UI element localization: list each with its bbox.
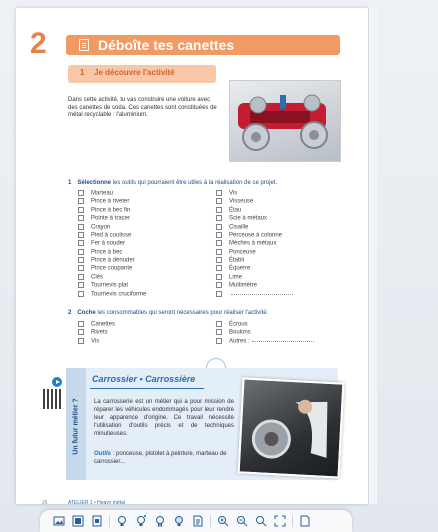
checklist-item bbox=[78, 224, 146, 232]
checklist-item bbox=[216, 215, 293, 223]
checklist-label: Canettes bbox=[91, 321, 116, 328]
checklist-item bbox=[78, 249, 146, 257]
checklist-label: Étau bbox=[229, 207, 242, 214]
checklist-label: Écrous bbox=[229, 321, 248, 328]
checklist-item bbox=[216, 257, 293, 265]
checklist-item bbox=[216, 282, 293, 290]
checklist-item bbox=[216, 190, 293, 198]
checklist-item bbox=[78, 198, 146, 206]
gallery-icon[interactable] bbox=[71, 514, 85, 528]
checklist-item bbox=[78, 190, 146, 198]
checklist-label: Pied à coulisse bbox=[91, 232, 132, 239]
can-car-photo bbox=[229, 80, 341, 162]
checkbox[interactable] bbox=[78, 338, 84, 344]
checklist-label: Pince coupante bbox=[91, 265, 133, 272]
document-page bbox=[16, 8, 368, 504]
checklist-item bbox=[78, 215, 146, 223]
page-icon[interactable] bbox=[90, 514, 104, 528]
checkbox[interactable] bbox=[78, 257, 84, 263]
write-in-line[interactable] bbox=[252, 341, 314, 342]
checkbox[interactable] bbox=[78, 232, 84, 238]
checklist-item bbox=[78, 207, 146, 215]
checkbox[interactable] bbox=[216, 291, 222, 297]
checklist-item bbox=[78, 321, 115, 329]
checklist-label: Multimètre bbox=[229, 282, 258, 289]
checkbox[interactable] bbox=[216, 265, 222, 271]
checkbox[interactable] bbox=[78, 291, 84, 297]
checkbox[interactable] bbox=[216, 224, 222, 230]
checklist-label: Rivets bbox=[91, 329, 108, 336]
section-number: 1 bbox=[80, 68, 85, 77]
checkbox[interactable] bbox=[78, 240, 84, 246]
section-banner bbox=[68, 65, 216, 83]
checkbox[interactable] bbox=[216, 321, 222, 327]
checklist-label: Cisaille bbox=[229, 224, 249, 231]
checkbox[interactable] bbox=[78, 224, 84, 230]
checklist-label: Autres : bbox=[229, 338, 250, 345]
lightbulb-plus-icon[interactable] bbox=[134, 514, 148, 528]
question-2: 2 Coche les consommables qui seront nécessaires pour réaliser l'activité. bbox=[68, 310, 269, 316]
checkbox[interactable] bbox=[216, 240, 222, 246]
career-description: La carrosserie est un métier qui a pour mission de réparer les véhicules endommagés pour leur rendre leur apparence d'origine. Ce travail nécessite l'utilisation d'outils précis et de techniques minutieuses. bbox=[94, 399, 234, 437]
checkbox[interactable] bbox=[78, 198, 84, 204]
checklist-item bbox=[216, 274, 293, 282]
consumables-list-left bbox=[78, 321, 115, 346]
checklist-label: Boulons bbox=[229, 329, 251, 336]
checklist-item bbox=[78, 329, 115, 337]
checklist-label: Vis bbox=[229, 190, 238, 197]
toolbar-separator bbox=[210, 515, 211, 527]
tools-list-left bbox=[78, 190, 146, 299]
footer-text: ATELIER 1 • Heavy métal bbox=[68, 500, 125, 504]
checkbox[interactable] bbox=[78, 207, 84, 213]
checklist-label: Équerre bbox=[229, 265, 251, 272]
image-icon[interactable] bbox=[52, 514, 66, 528]
checklist-label: Tournevis cruciforme bbox=[91, 291, 147, 298]
checkbox[interactable] bbox=[78, 329, 84, 335]
document-icon[interactable] bbox=[191, 514, 205, 528]
single-page-icon[interactable] bbox=[298, 514, 312, 528]
play-video-icon[interactable] bbox=[52, 377, 62, 387]
checklist-item bbox=[216, 232, 293, 240]
checklist-item bbox=[216, 198, 293, 206]
checklist-item bbox=[216, 329, 314, 337]
section-title: Je découvre l'activité bbox=[94, 68, 175, 77]
page-number: 26 bbox=[42, 500, 48, 504]
checklist-label: Clés bbox=[91, 274, 104, 281]
checklist-item bbox=[216, 224, 293, 232]
checkbox[interactable] bbox=[216, 207, 222, 213]
checklist-label: Pince à riveter bbox=[91, 198, 130, 205]
checklist-label: Établi bbox=[229, 257, 245, 264]
question-1: 1 Sélectionne les outils qui pourraient être utiles à la réalisation de ce projet. bbox=[68, 180, 278, 186]
toolbar-separator bbox=[109, 515, 110, 527]
checklist-label: Crayon bbox=[91, 224, 111, 231]
checklist-label: Pince à bec bbox=[91, 249, 123, 256]
checkbox[interactable] bbox=[216, 257, 222, 263]
checkbox[interactable] bbox=[216, 329, 222, 335]
checklist-label: Marteau bbox=[91, 190, 114, 197]
checklist-item bbox=[78, 232, 146, 240]
career-title-underline bbox=[90, 388, 204, 389]
lightbulb-icon[interactable] bbox=[115, 514, 129, 528]
zoom-fit-icon[interactable] bbox=[254, 514, 268, 528]
viewer-toolbar bbox=[40, 510, 352, 532]
lightbulb-alt-icon[interactable] bbox=[172, 514, 186, 528]
chapter-banner bbox=[66, 35, 340, 55]
write-in-line[interactable] bbox=[231, 294, 293, 295]
bodywork-photo bbox=[238, 377, 345, 478]
zoom-out-icon[interactable] bbox=[235, 514, 249, 528]
checkbox[interactable] bbox=[216, 232, 222, 238]
checklist-label: Tournevis plat bbox=[91, 282, 129, 289]
career-box bbox=[66, 368, 338, 480]
checkbox[interactable] bbox=[78, 274, 84, 280]
career-tools: Outils : ponceuse, pistolet à peinture, marteau de carrossier... bbox=[94, 451, 227, 465]
checkbox[interactable] bbox=[216, 338, 222, 344]
fullscreen-icon[interactable] bbox=[273, 514, 287, 528]
checklist-item bbox=[78, 240, 146, 248]
checklist-item bbox=[78, 291, 146, 299]
checkbox[interactable] bbox=[216, 198, 222, 204]
checklist-label: Mèches à métaux bbox=[229, 240, 277, 247]
checklist-item bbox=[78, 282, 146, 290]
qr-code bbox=[43, 389, 63, 409]
checklist-label: Lime bbox=[229, 274, 243, 281]
document-icon bbox=[79, 39, 89, 51]
career-side-tab bbox=[66, 368, 86, 480]
checkbox[interactable] bbox=[78, 190, 84, 196]
checkbox[interactable] bbox=[216, 282, 222, 288]
checklist-item bbox=[216, 249, 293, 257]
career-title: Carrossier • Carrossière bbox=[92, 374, 196, 384]
checklist-item bbox=[78, 265, 146, 273]
checkbox[interactable] bbox=[78, 249, 84, 255]
checklist-label: Pince à bec fin bbox=[91, 207, 131, 214]
checkbox[interactable] bbox=[78, 215, 84, 221]
checklist-label: Visseuse bbox=[229, 198, 254, 205]
checklist-item bbox=[216, 321, 314, 329]
checklist-item bbox=[216, 338, 314, 346]
chapter-number: 2 bbox=[30, 27, 47, 60]
checklist-item bbox=[78, 274, 146, 282]
checklist-label: Pointe à tracer bbox=[91, 215, 131, 222]
intro-text: Dans cette activité, tu vas construire une voiture avec des canettes de soda. Ces canettes sont constituées de métal recyclable : l'aluminium. bbox=[68, 97, 217, 118]
consumables-list-right bbox=[216, 321, 314, 346]
checklist-item bbox=[216, 265, 293, 273]
checklist-label: Ponceuse bbox=[229, 249, 256, 256]
checkbox[interactable] bbox=[216, 274, 222, 280]
checklist-label: Vis bbox=[91, 338, 100, 345]
checkbox[interactable] bbox=[216, 190, 222, 196]
chapter-title: Déboîte tes canettes bbox=[98, 37, 235, 53]
tools-list-right bbox=[216, 190, 293, 299]
checklist-item bbox=[78, 338, 115, 346]
checkbox[interactable] bbox=[78, 282, 84, 288]
checkbox[interactable] bbox=[216, 215, 222, 221]
toolbar-separator bbox=[292, 515, 293, 527]
checklist-label: Fer à souder bbox=[91, 240, 126, 247]
checkbox[interactable] bbox=[216, 249, 222, 255]
checklist-item bbox=[216, 240, 293, 248]
career-side-label: Un futur métier ? bbox=[72, 398, 80, 455]
zoom-in-icon[interactable] bbox=[216, 514, 230, 528]
checkbox[interactable] bbox=[78, 265, 84, 271]
lightbulb-outline-icon[interactable] bbox=[153, 514, 167, 528]
checkbox[interactable] bbox=[78, 321, 84, 327]
checklist-label: Scie à métaux bbox=[229, 215, 268, 222]
checklist-label: Perceuse à colonne bbox=[229, 232, 283, 239]
checklist-item-empty bbox=[216, 291, 293, 299]
checklist-item bbox=[78, 257, 146, 265]
checklist-label: Pince à dénuder bbox=[91, 257, 135, 264]
checklist-item bbox=[216, 207, 293, 215]
next-page-edge[interactable] bbox=[368, 8, 377, 504]
